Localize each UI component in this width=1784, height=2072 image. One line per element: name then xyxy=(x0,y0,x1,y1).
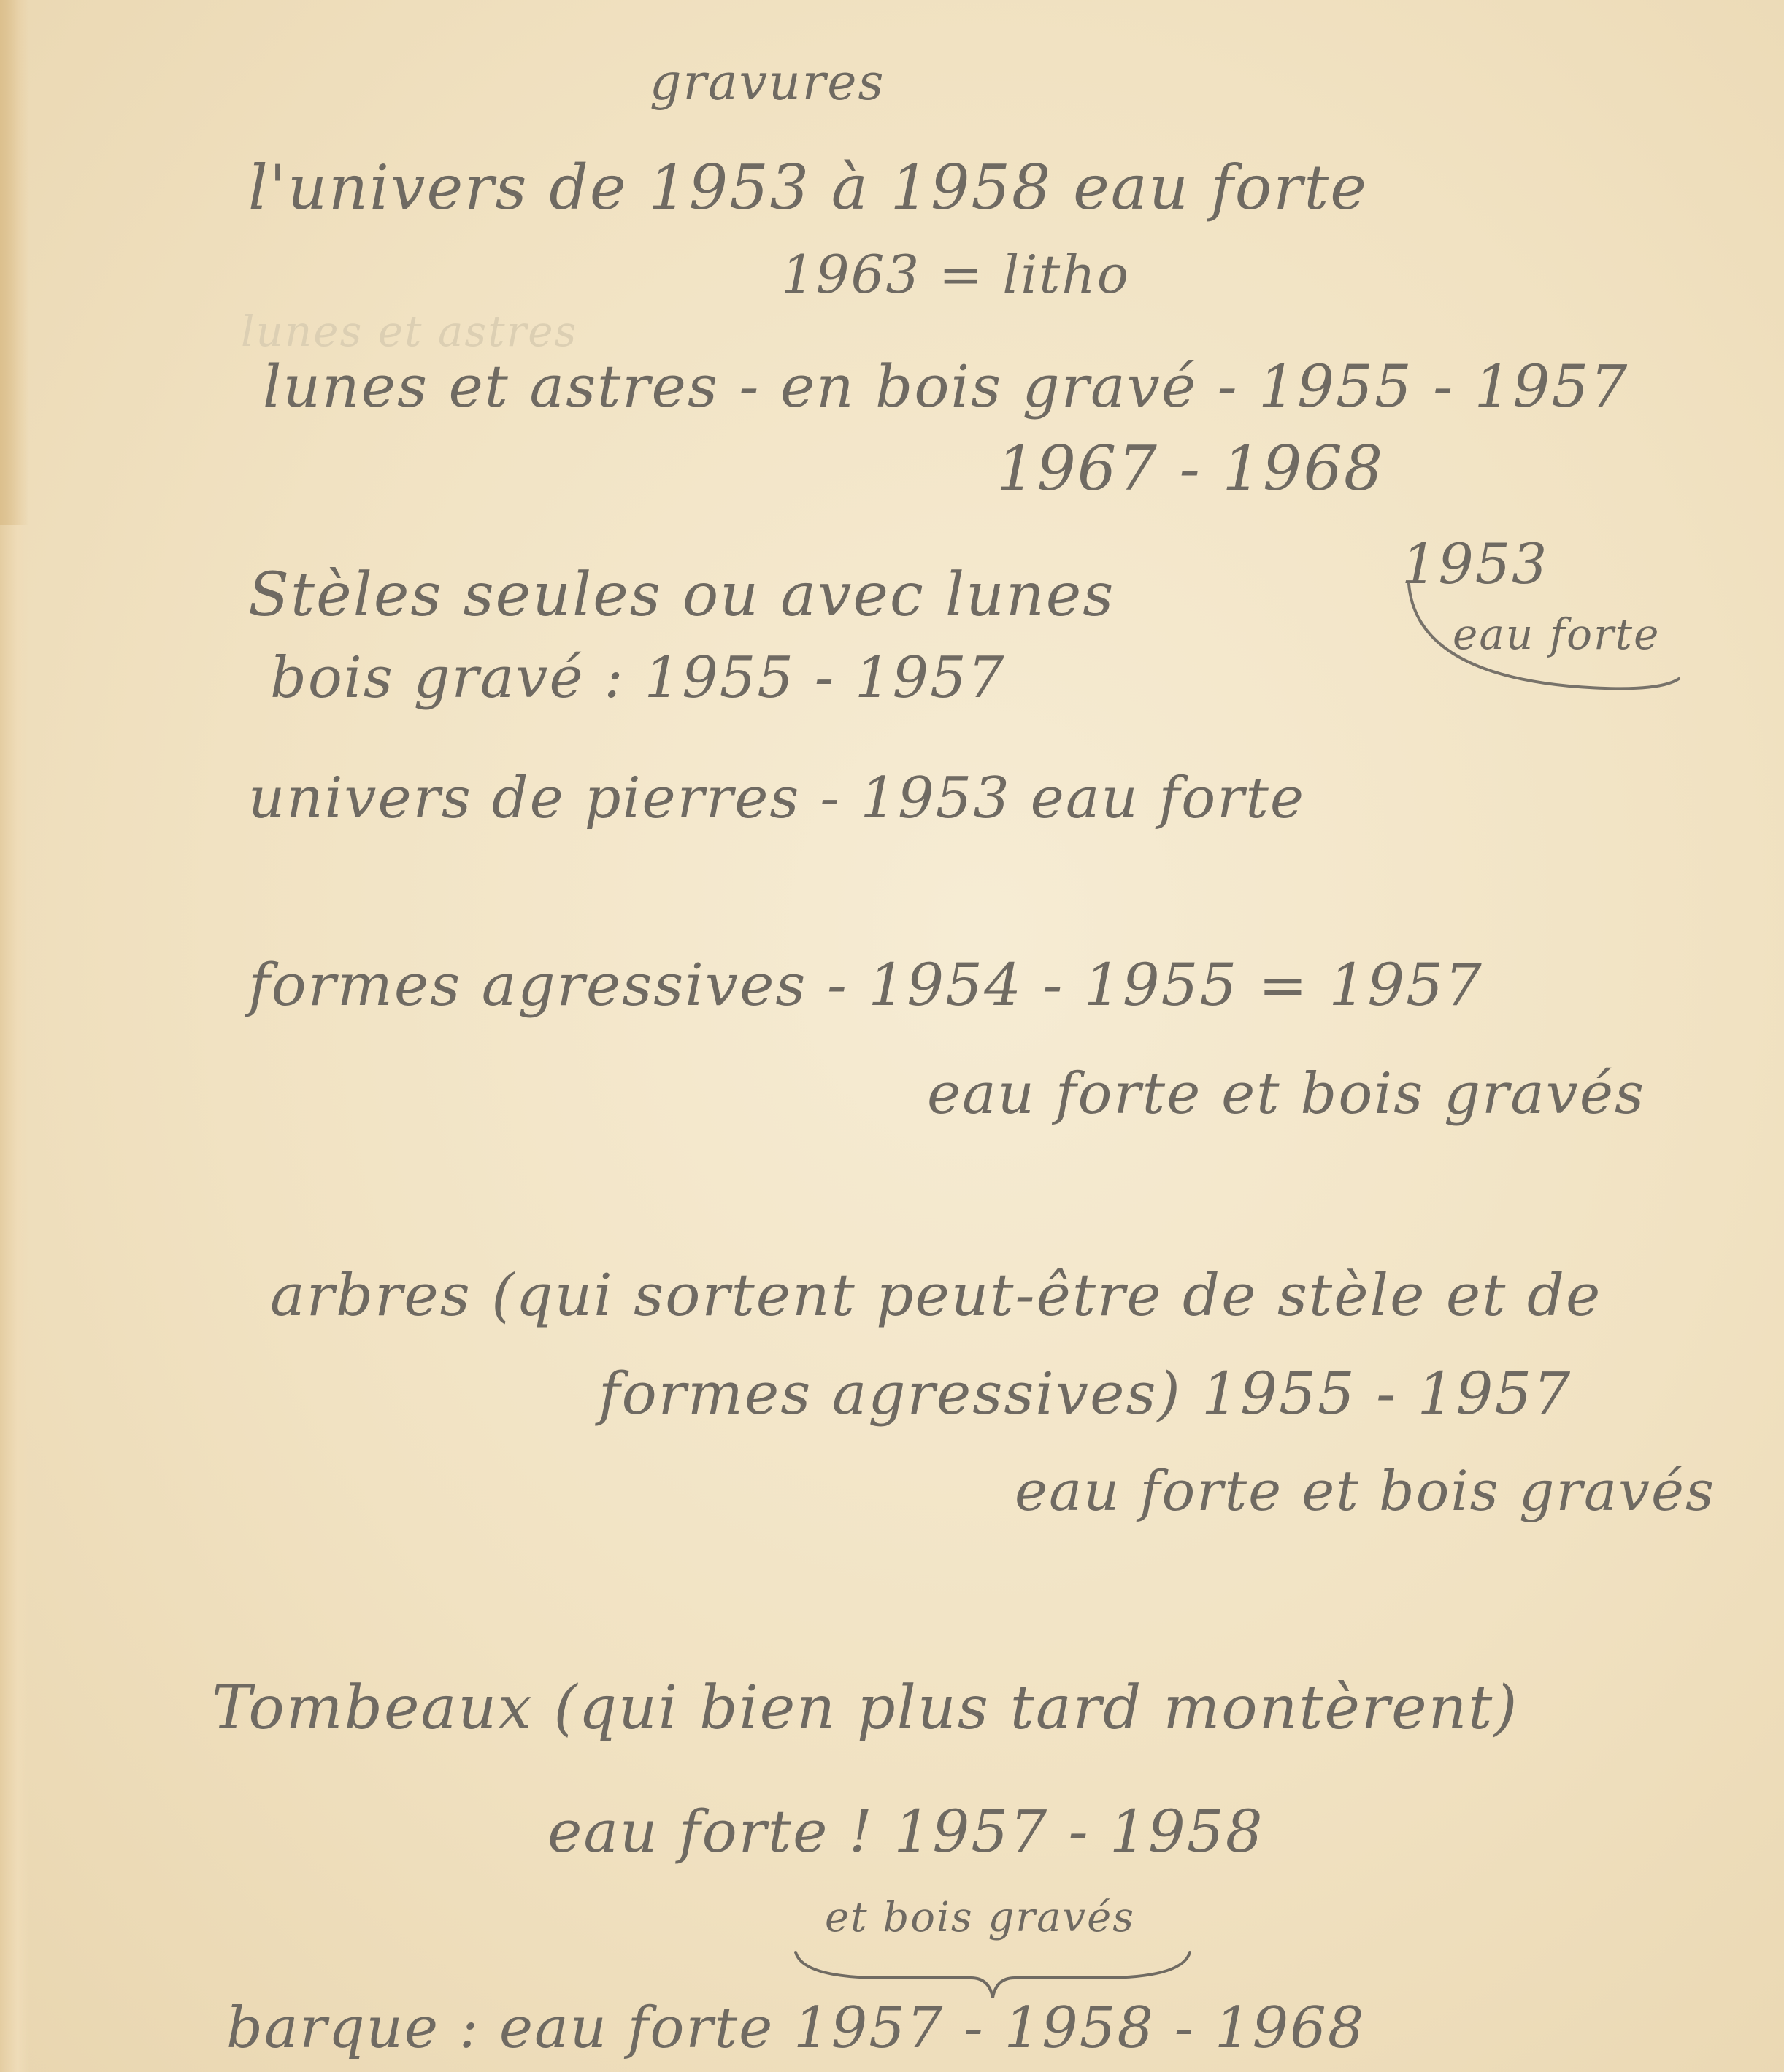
line-bois-grave: bois gravé : 1955 - 1957 xyxy=(270,645,1006,711)
line-arbres-technique: eau forte et bois gravés xyxy=(1015,1458,1716,1523)
line-steles-technique: eau forte xyxy=(1453,609,1661,659)
line-pierres: univers de pierres - 1953 eau forte xyxy=(248,766,1305,831)
line-formes: formes agressives - 1954 - 1955 = 1957 xyxy=(248,951,1483,1019)
line-univers: l'univers de 1953 à 1958 eau forte xyxy=(248,152,1368,223)
line-lunes-dates: 1967 - 1968 xyxy=(996,433,1385,504)
line-tombeaux-dates: eau forte ! 1957 - 1958 xyxy=(547,1798,1264,1865)
torn-edge xyxy=(0,0,29,525)
line-arbres: arbres (qui sortent peut-être de stèle et de xyxy=(270,1261,1602,1329)
line-steles: Stèles seules ou avec lunes xyxy=(248,561,1115,630)
line-steles-date: 1953 xyxy=(1402,531,1549,596)
line-lunes: lunes et astres - en bois gravé - 1955 - 1957 xyxy=(263,353,1629,420)
line-litho: 1963 = litho xyxy=(781,244,1131,305)
line-formes-technique: eau forte et bois gravés xyxy=(927,1061,1646,1127)
overhead-brace xyxy=(788,1945,1197,2003)
line-tombeaux: Tombeaux (qui bien plus tard montèrent) xyxy=(212,1674,1519,1743)
faded-text: lunes et astres xyxy=(241,307,578,356)
heading: gravures xyxy=(650,54,885,112)
line-barque-note: et bois gravés xyxy=(825,1894,1135,1941)
line-barque: barque : eau forte 1957 - 1958 - 1968 xyxy=(226,1995,1366,2061)
line-arbres-dates: formes agressives) 1955 - 1957 xyxy=(599,1360,1572,1428)
margin-bracket xyxy=(1380,562,1745,708)
